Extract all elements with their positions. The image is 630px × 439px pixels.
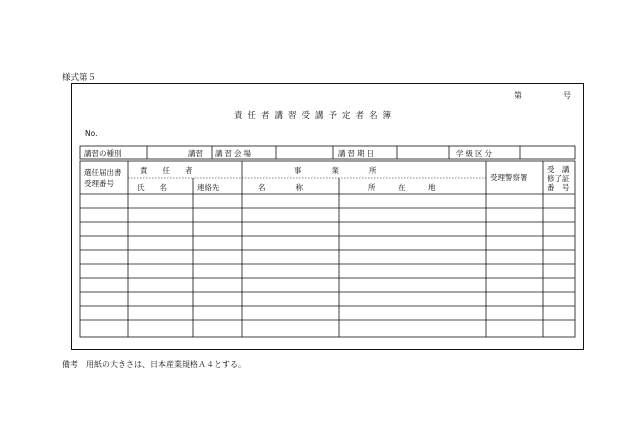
course-suffix-label: 講習: [188, 149, 203, 158]
name-header: 氏 名: [137, 183, 167, 192]
cert-header-2: 修了証: [547, 174, 570, 183]
business-location-header: 所 在 地: [368, 183, 436, 192]
responsible-header: 責 任 者: [140, 166, 193, 175]
cert-header-3: 番 号: [547, 183, 570, 192]
form-label: 様式第５: [62, 73, 97, 83]
contact-header: 連絡先: [197, 183, 220, 192]
cert-header-1: 受 講: [547, 165, 570, 174]
number-suffix: 号: [563, 91, 571, 100]
date-label: 講習期日: [338, 149, 376, 158]
appointment-no-label-1: 選任届出書: [84, 168, 122, 177]
no-label: No.: [85, 129, 98, 138]
business-name-header: 名 称: [258, 183, 303, 192]
venue-label: 講習会場: [215, 149, 253, 158]
appointment-no-label-2: 受理番号: [84, 179, 114, 188]
course-info-row-box: [80, 146, 575, 159]
form-title: 責任者講習受講予定者名簿: [233, 111, 396, 121]
footnote: 備考 用紙の大きさは、日本産業規格Ａ４とする。: [62, 360, 246, 369]
course-type-label: 講習の種別: [84, 149, 122, 158]
police-station-header: 受理警察署: [490, 173, 528, 182]
number-prefix: 第: [514, 91, 522, 100]
school-class-label: 学級区分: [456, 149, 494, 158]
business-header: 事 業 所: [294, 166, 377, 175]
